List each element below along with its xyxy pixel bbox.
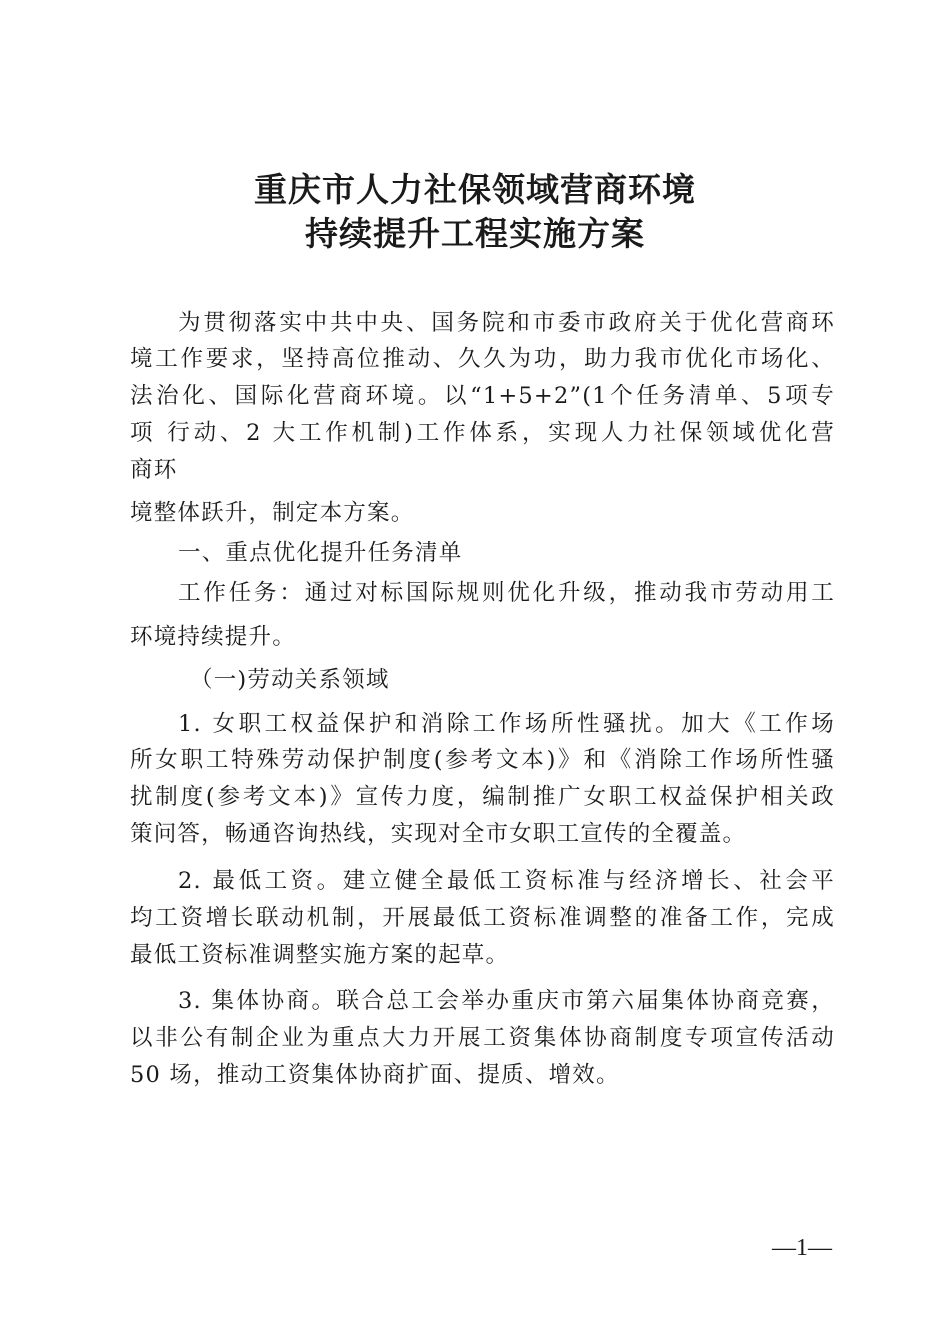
body-line-6: 境整体跃升，制定本方案。 (130, 500, 415, 526)
body-line-2: 境工作要求，坚持高位推动、久久为功，助力我市优化市场化、 (130, 346, 835, 372)
item-3-line-3: 50 场，推动工资集体协商扩面、提质、增效。 (130, 1062, 620, 1088)
page-number: —1— (772, 1235, 832, 1261)
item-1-line-4: 策问答，畅通咨询热线，实现对全市女职工宣传的全覆盖。 (130, 821, 747, 847)
item-2-line-2: 均工资增长联动机制，开展最低工资标准调整的准备工作，完成 (130, 905, 835, 931)
item-3-line-1: 3. 集体协商。联合总工会举办重庆市第六届集体协商竞赛， (178, 988, 835, 1014)
subsection-heading-1: （一)劳动关系领域 (190, 667, 390, 693)
body-line-9: 环境持续提升。 (130, 624, 296, 650)
body-line-5: 商环 (130, 457, 178, 483)
body-line-4: 项 行动、2 大工作机制)工作体系，实现人力社保领域优化营 (130, 420, 835, 446)
item-1-line-1: 1. 女职工权益保护和消除工作场所性骚扰。加大《工作场 (178, 711, 835, 737)
item-1-line-2: 所女职工特殊劳动保护制度(参考文本)》和《消除工作场所性骚 (130, 747, 835, 773)
section-heading-1: 一、重点优化提升任务清单 (178, 540, 463, 566)
item-2-line-3: 最低工资标准调整实施方案的起草。 (130, 942, 510, 968)
document-title-line-2: 持续提升工程实施方案 (305, 214, 645, 253)
body-line-3: 法治化、国际化营商环境。以“1+5+2”(1个任务清单、5项专 (130, 383, 835, 409)
item-1-line-3: 扰制度(参考文本)》宣传力度，编制推广女职工权益保护相关政 (130, 784, 835, 810)
body-line-1: 为贯彻落实中共中央、国务院和市委市政府关于优化营商环 (178, 310, 835, 336)
body-line-8: 工作任务：通过对标国际规则优化升级，推动我市劳动用工 (178, 580, 835, 606)
item-3-line-2: 以非公有制企业为重点大力开展工资集体协商制度专项宣传活动 (130, 1025, 835, 1051)
item-2-line-1: 2. 最低工资。建立健全最低工资标准与经济增长、社会平 (178, 868, 835, 894)
document-title-line-1: 重庆市人力社保领域营商环境 (254, 170, 696, 209)
